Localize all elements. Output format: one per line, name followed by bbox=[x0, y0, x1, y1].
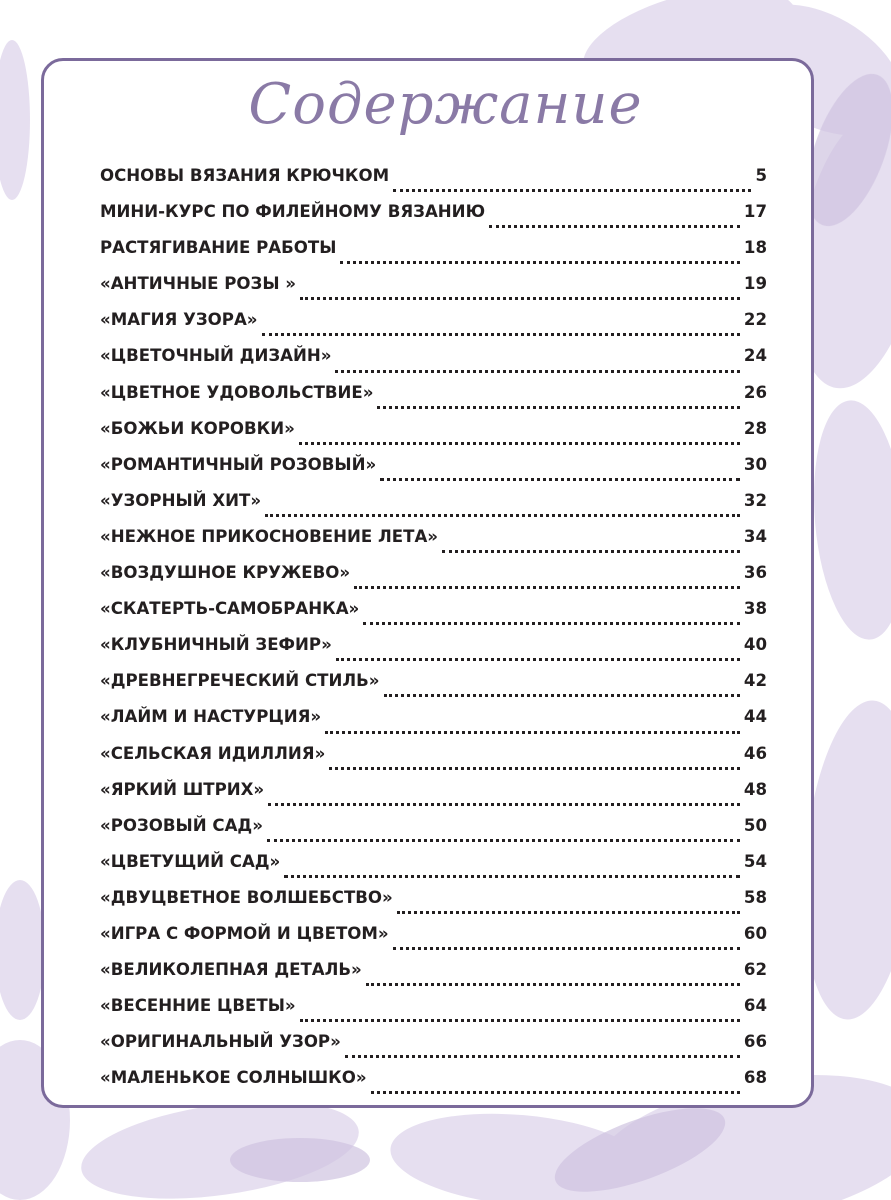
toc-entry-page-number: 50 bbox=[743, 815, 767, 835]
toc-entry[interactable] bbox=[100, 780, 767, 816]
toc-entry[interactable] bbox=[100, 419, 767, 455]
toc-entry[interactable] bbox=[100, 1068, 767, 1104]
toc-entry[interactable] bbox=[100, 852, 767, 888]
toc-entry-title: «УЗОРНЫЙ ХИТ» bbox=[100, 490, 262, 510]
toc-entry-title: «РОМАНТИЧНЫЙ РОЗОВЫЙ» bbox=[100, 454, 377, 474]
dot-leader bbox=[442, 549, 740, 553]
toc-entry-title: «ДРЕВНЕГРЕЧЕСКИЙ СТИЛЬ» bbox=[100, 671, 380, 691]
toc-entry-page-number: 58 bbox=[743, 887, 767, 907]
dot-leader bbox=[340, 260, 740, 264]
toc-entry[interactable] bbox=[100, 563, 767, 599]
toc-entry-title: «ЦВЕТНОЕ УДОВОЛЬСТВИЕ» bbox=[100, 382, 374, 402]
toc-entry-page-number: 62 bbox=[743, 960, 767, 980]
toc-entry[interactable] bbox=[100, 996, 767, 1032]
toc-entry[interactable] bbox=[100, 744, 767, 780]
toc-entry-title: «ВЕСЕННИЕ ЦВЕТЫ» bbox=[100, 996, 296, 1016]
dot-leader bbox=[262, 332, 740, 336]
toc-entry[interactable] bbox=[100, 346, 767, 382]
dot-leader bbox=[354, 585, 740, 589]
toc-entry[interactable] bbox=[100, 166, 767, 202]
dot-leader bbox=[397, 910, 740, 914]
dot-leader bbox=[380, 477, 740, 481]
toc-entry-title: ОСНОВЫ ВЯЗАНИЯ КРЮЧКОМ bbox=[100, 166, 390, 185]
table-of-contents bbox=[100, 166, 767, 1104]
toc-entry-page-number: 5 bbox=[755, 166, 767, 185]
toc-entry-title: «НЕЖНОЕ ПРИКОСНОВЕНИЕ ЛЕТА» bbox=[100, 526, 439, 546]
dot-leader bbox=[393, 946, 740, 950]
toc-entry-page-number: 48 bbox=[743, 779, 767, 799]
dot-leader bbox=[299, 441, 740, 445]
dot-leader bbox=[300, 296, 740, 300]
toc-entry-page-number: 44 bbox=[743, 707, 767, 727]
dot-leader bbox=[335, 369, 739, 373]
toc-entry-title: «СЕЛЬСКАЯ ИДИЛЛИЯ» bbox=[100, 743, 326, 763]
toc-entry[interactable] bbox=[100, 888, 767, 924]
dot-leader bbox=[393, 188, 751, 192]
toc-entry-page-number: 36 bbox=[743, 563, 767, 583]
toc-entry[interactable] bbox=[100, 635, 767, 671]
dot-leader bbox=[267, 838, 740, 842]
dot-leader bbox=[268, 802, 740, 806]
toc-entry-page-number: 24 bbox=[743, 346, 767, 366]
toc-entry[interactable] bbox=[100, 1032, 767, 1068]
toc-entry-title: РАСТЯГИВАНИЕ РАБОТЫ bbox=[100, 238, 337, 258]
toc-entry[interactable] bbox=[100, 455, 767, 491]
dot-leader bbox=[489, 224, 740, 228]
toc-entry[interactable] bbox=[100, 707, 767, 743]
page-title: Содержание bbox=[248, 72, 643, 137]
toc-entry-page-number: 17 bbox=[743, 202, 767, 222]
dot-leader bbox=[265, 513, 740, 517]
toc-entry-title: «ВОЗДУШНОЕ КРУЖЕВО» bbox=[100, 563, 351, 583]
toc-entry-title: «БОЖЬИ КОРОВКИ» bbox=[100, 418, 295, 438]
toc-entry-title: МИНИ-КУРС ПО ФИЛЕЙНОМУ ВЯЗАНИЮ bbox=[100, 202, 486, 222]
dot-leader bbox=[329, 766, 740, 770]
toc-entry-page-number: 40 bbox=[743, 635, 767, 655]
toc-entry[interactable] bbox=[100, 383, 767, 419]
toc-entry-title: «ЦВЕТОЧНЫЙ ДИЗАЙН» bbox=[100, 346, 332, 366]
toc-entry-page-number: 19 bbox=[743, 274, 767, 294]
dot-leader bbox=[345, 1054, 740, 1058]
toc-entry-page-number: 60 bbox=[743, 923, 767, 943]
toc-entry-title: «ЛАЙМ И НАСТУРЦИЯ» bbox=[100, 707, 322, 727]
toc-entry[interactable] bbox=[100, 527, 767, 563]
toc-entry-page-number: 22 bbox=[743, 310, 767, 330]
dot-leader bbox=[371, 1090, 740, 1094]
toc-entry-page-number: 42 bbox=[743, 671, 767, 691]
toc-entry[interactable] bbox=[100, 924, 767, 960]
toc-entry[interactable] bbox=[100, 274, 767, 310]
toc-entry-title: «МАЛЕНЬКОЕ СОЛНЫШКО» bbox=[100, 1068, 367, 1088]
toc-entry-title: «ЯРКИЙ ШТРИХ» bbox=[100, 779, 265, 799]
toc-entry-page-number: 38 bbox=[743, 599, 767, 619]
toc-entry[interactable] bbox=[100, 202, 767, 238]
toc-entry-page-number: 26 bbox=[743, 382, 767, 402]
toc-entry-title: «ИГРА С ФОРМОЙ И ЦВЕТОМ» bbox=[100, 923, 389, 943]
toc-entry-title: «АНТИЧНЫЕ РОЗЫ » bbox=[100, 274, 297, 294]
toc-entry-page-number: 30 bbox=[743, 454, 767, 474]
toc-entry-title: «ОРИГИНАЛЬНЫЙ УЗОР» bbox=[100, 1032, 341, 1052]
dot-leader bbox=[336, 657, 740, 661]
toc-entry-title: «КЛУБНИЧНЫЙ ЗЕФИР» bbox=[100, 635, 332, 655]
toc-entry-page-number: 34 bbox=[743, 526, 767, 546]
toc-entry-title: «ДВУЦВЕТНОЕ ВОЛШЕБСТВО» bbox=[100, 887, 393, 907]
toc-entry-title: «ВЕЛИКОЛЕПНАЯ ДЕТАЛЬ» bbox=[100, 960, 362, 980]
toc-entry-page-number: 68 bbox=[743, 1068, 767, 1088]
dot-leader bbox=[366, 982, 740, 986]
toc-entry-page-number: 54 bbox=[743, 851, 767, 871]
toc-entry[interactable] bbox=[100, 599, 767, 635]
dot-leader bbox=[363, 621, 740, 625]
toc-entry[interactable] bbox=[100, 671, 767, 707]
toc-entry-title: «МАГИЯ УЗОРА» bbox=[100, 310, 258, 330]
dot-leader bbox=[284, 874, 740, 878]
toc-entry[interactable] bbox=[100, 960, 767, 996]
toc-entry-title: «РОЗОВЫЙ САД» bbox=[100, 815, 263, 835]
toc-entry-title: «ЦВЕТУЩИЙ САД» bbox=[100, 851, 281, 871]
toc-entry-page-number: 28 bbox=[743, 418, 767, 438]
toc-entry[interactable] bbox=[100, 816, 767, 852]
toc-entry-page-number: 64 bbox=[743, 996, 767, 1016]
toc-entry-page-number: 66 bbox=[743, 1032, 767, 1052]
toc-entry[interactable] bbox=[100, 238, 767, 274]
toc-entry[interactable] bbox=[100, 310, 767, 346]
dot-leader bbox=[300, 1018, 740, 1022]
toc-entry-page-number: 18 bbox=[743, 238, 767, 258]
dot-leader bbox=[325, 730, 740, 734]
dot-leader bbox=[384, 693, 740, 697]
toc-entry-page-number: 46 bbox=[743, 743, 767, 763]
dot-leader bbox=[377, 405, 739, 409]
toc-entry-title: «СКАТЕРТЬ-САМОБРАНКА» bbox=[100, 599, 360, 619]
toc-entry-page-number: 32 bbox=[743, 490, 767, 510]
toc-entry[interactable] bbox=[100, 491, 767, 527]
